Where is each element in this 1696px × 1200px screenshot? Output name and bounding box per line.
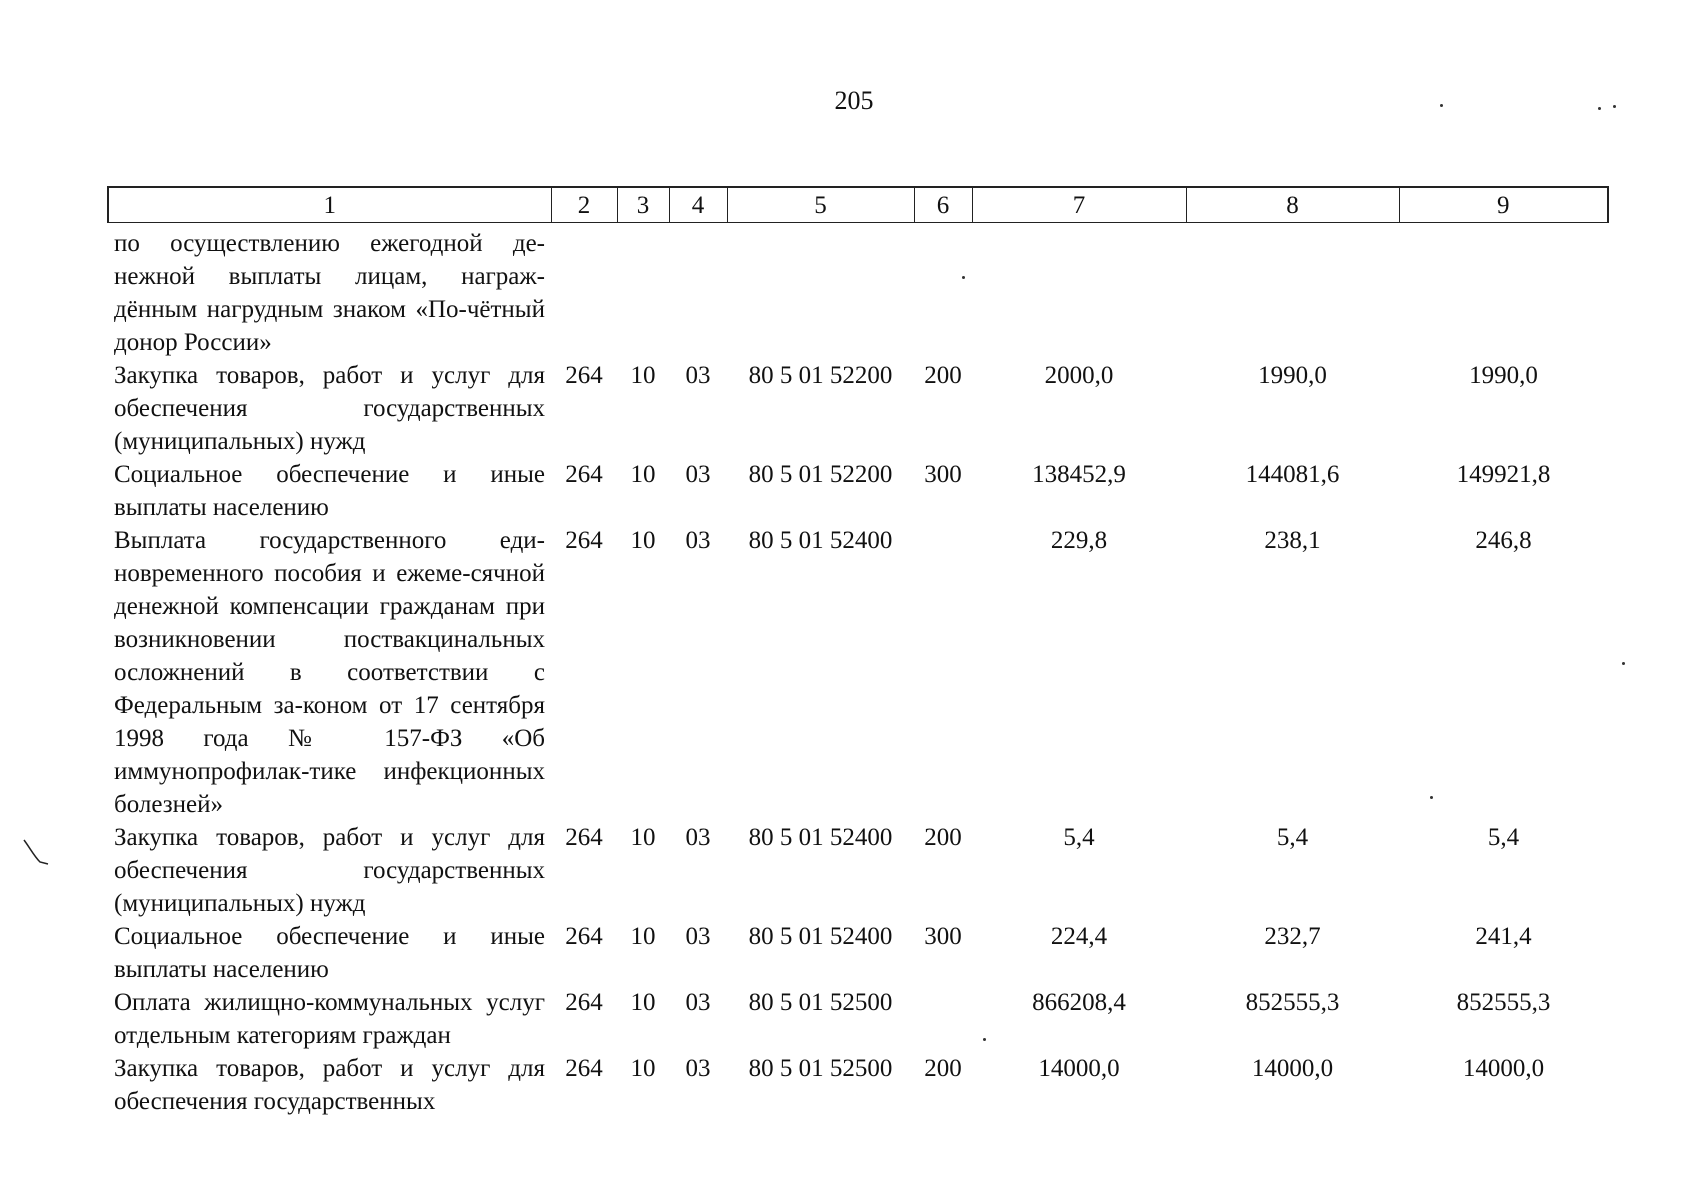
row-c5: 80 5 01 52500 bbox=[748, 989, 893, 1016]
row-name: Закупка товаров, работ и услуг для обеспечения государственных bbox=[114, 1055, 545, 1115]
header-col-5: 5 bbox=[727, 187, 914, 223]
table-header bbox=[108, 187, 1608, 223]
table-row bbox=[108, 920, 1608, 986]
table-row bbox=[108, 359, 1608, 458]
scan-speck bbox=[1440, 104, 1443, 107]
row-c6: 300 bbox=[924, 923, 962, 950]
row-c6: 200 bbox=[924, 1055, 962, 1082]
table-row bbox=[108, 524, 1608, 821]
row-c4: 03 bbox=[685, 824, 711, 851]
row-c8 bbox=[1186, 223, 1399, 360]
header-col-7: 7 bbox=[972, 187, 1186, 223]
header-col-4: 4 bbox=[669, 187, 727, 223]
row-name: Социальное обеспечение и иные выплаты населению bbox=[114, 923, 545, 983]
row-c6: 200 bbox=[924, 362, 962, 389]
row-name: Оплата жилищно-коммунальных услуг отдельным категориям граждан bbox=[114, 989, 545, 1049]
row-c9: 14000,0 bbox=[1462, 1055, 1545, 1082]
row-c7: 14000,0 bbox=[1038, 1055, 1120, 1082]
table-row bbox=[108, 1052, 1608, 1118]
row-c2: 264 bbox=[565, 923, 603, 950]
row-c5: 80 5 01 52200 bbox=[748, 362, 893, 389]
row-c7: 866208,4 bbox=[1032, 989, 1126, 1016]
row-c4: 03 bbox=[685, 362, 711, 389]
row-c3: 10 bbox=[630, 362, 656, 389]
row-c2: 264 bbox=[565, 824, 603, 851]
header-col-1: 1 bbox=[108, 187, 551, 223]
row-c5: 80 5 01 52400 bbox=[748, 527, 893, 554]
row-c3: 10 bbox=[630, 527, 656, 554]
row-c4: 03 bbox=[685, 923, 711, 950]
row-c6 bbox=[914, 986, 972, 1052]
row-c8: 144081,6 bbox=[1245, 461, 1340, 488]
row-c5: 80 5 01 52500 bbox=[748, 1055, 893, 1082]
scan-speck bbox=[1598, 107, 1601, 110]
scan-speck bbox=[983, 1038, 986, 1041]
budget-table bbox=[107, 186, 1609, 1118]
row-c9: 852555,3 bbox=[1456, 989, 1551, 1016]
header-col-3: 3 bbox=[617, 187, 669, 223]
row-name: Социальное обеспечение и иные выплаты населению bbox=[114, 461, 545, 521]
row-c2: 264 bbox=[565, 461, 603, 488]
table-row bbox=[108, 986, 1608, 1052]
row-c3: 10 bbox=[630, 1055, 656, 1082]
row-c7: 138452,9 bbox=[1032, 461, 1126, 488]
scan-speck bbox=[1613, 105, 1616, 108]
row-c2: 264 bbox=[565, 527, 603, 554]
row-name: Закупка товаров, работ и услуг для обеспечения государственных (муниципальных) нужд bbox=[114, 824, 545, 917]
header-col-9: 9 bbox=[1399, 187, 1608, 223]
scan-speck bbox=[962, 276, 965, 279]
row-c9: 5,4 bbox=[1487, 824, 1520, 851]
row-c8: 238,1 bbox=[1264, 527, 1321, 554]
row-c9: 241,4 bbox=[1475, 923, 1532, 950]
row-c3: 10 bbox=[630, 923, 656, 950]
row-c2: 264 bbox=[565, 362, 603, 389]
table-body bbox=[108, 223, 1608, 1119]
row-c8: 14000,0 bbox=[1251, 1055, 1334, 1082]
header-col-6: 6 bbox=[914, 187, 972, 223]
row-c3: 10 bbox=[630, 989, 656, 1016]
header-col-2: 2 bbox=[551, 187, 617, 223]
row-c6: 200 bbox=[924, 824, 962, 851]
header-row bbox=[108, 187, 1608, 223]
scan-speck bbox=[1430, 796, 1433, 799]
row-c9 bbox=[1399, 223, 1608, 360]
page-number-text: 205 bbox=[834, 86, 874, 115]
row-c4: 03 bbox=[685, 1055, 711, 1082]
row-c9: 1990,0 bbox=[1469, 362, 1538, 389]
row-c8: 1990,0 bbox=[1258, 362, 1327, 389]
pen-mark-icon bbox=[22, 838, 52, 868]
scan-speck bbox=[1622, 662, 1625, 665]
row-c5 bbox=[727, 223, 914, 360]
row-c7: 229,8 bbox=[1050, 527, 1108, 554]
row-c3: 10 bbox=[630, 461, 656, 488]
row-c2 bbox=[551, 223, 617, 360]
row-c2: 264 bbox=[565, 1055, 603, 1082]
row-c8: 852555,3 bbox=[1245, 989, 1340, 1016]
row-c4: 03 bbox=[685, 989, 711, 1016]
row-c6: 300 bbox=[924, 461, 962, 488]
row-c8: 5,4 bbox=[1276, 824, 1309, 851]
row-c5: 80 5 01 52200 bbox=[748, 461, 893, 488]
header-col-8: 8 bbox=[1186, 187, 1399, 223]
row-c4: 03 bbox=[685, 461, 711, 488]
row-c9: 149921,8 bbox=[1456, 461, 1551, 488]
table-row bbox=[108, 821, 1608, 920]
row-c7: 5,4 bbox=[1063, 824, 1095, 851]
row-c2: 264 bbox=[565, 989, 603, 1016]
row-c4 bbox=[669, 223, 727, 360]
row-c4: 03 bbox=[685, 527, 711, 554]
page-number bbox=[0, 86, 1696, 116]
row-c5: 80 5 01 52400 bbox=[748, 824, 893, 851]
row-c5: 80 5 01 52400 bbox=[748, 923, 893, 950]
row-c3 bbox=[617, 223, 669, 360]
row-c8: 232,7 bbox=[1264, 923, 1321, 950]
row-name: Выплата государственного еди-новременного пособия и ежеме-сячной денежной компенсации гражданам при возникновении поствакцинальных осложнений в соответствии с Федеральным за-коном от 17 сентября 1998 года № 157-ФЗ «Об иммунопрофилак-тике инфекционных болезней» bbox=[114, 527, 545, 818]
table-row bbox=[108, 458, 1608, 524]
row-c9: 246,8 bbox=[1475, 527, 1532, 554]
row-c7: 224,4 bbox=[1050, 923, 1108, 950]
row-c6 bbox=[914, 524, 972, 821]
row-name: по осуществлению ежегодной де-нежной выплаты лицам, награж-дённым нагрудным знаком «По-чётный донор России» bbox=[114, 230, 545, 356]
row-c7: 2000,0 bbox=[1044, 362, 1114, 389]
row-name: Закупка товаров, работ и услуг для обеспечения государственных (муниципальных) нужд bbox=[114, 362, 545, 455]
row-c3: 10 bbox=[630, 824, 656, 851]
row-c7 bbox=[972, 223, 1186, 360]
table-row bbox=[108, 223, 1608, 360]
row-c6 bbox=[914, 223, 972, 360]
